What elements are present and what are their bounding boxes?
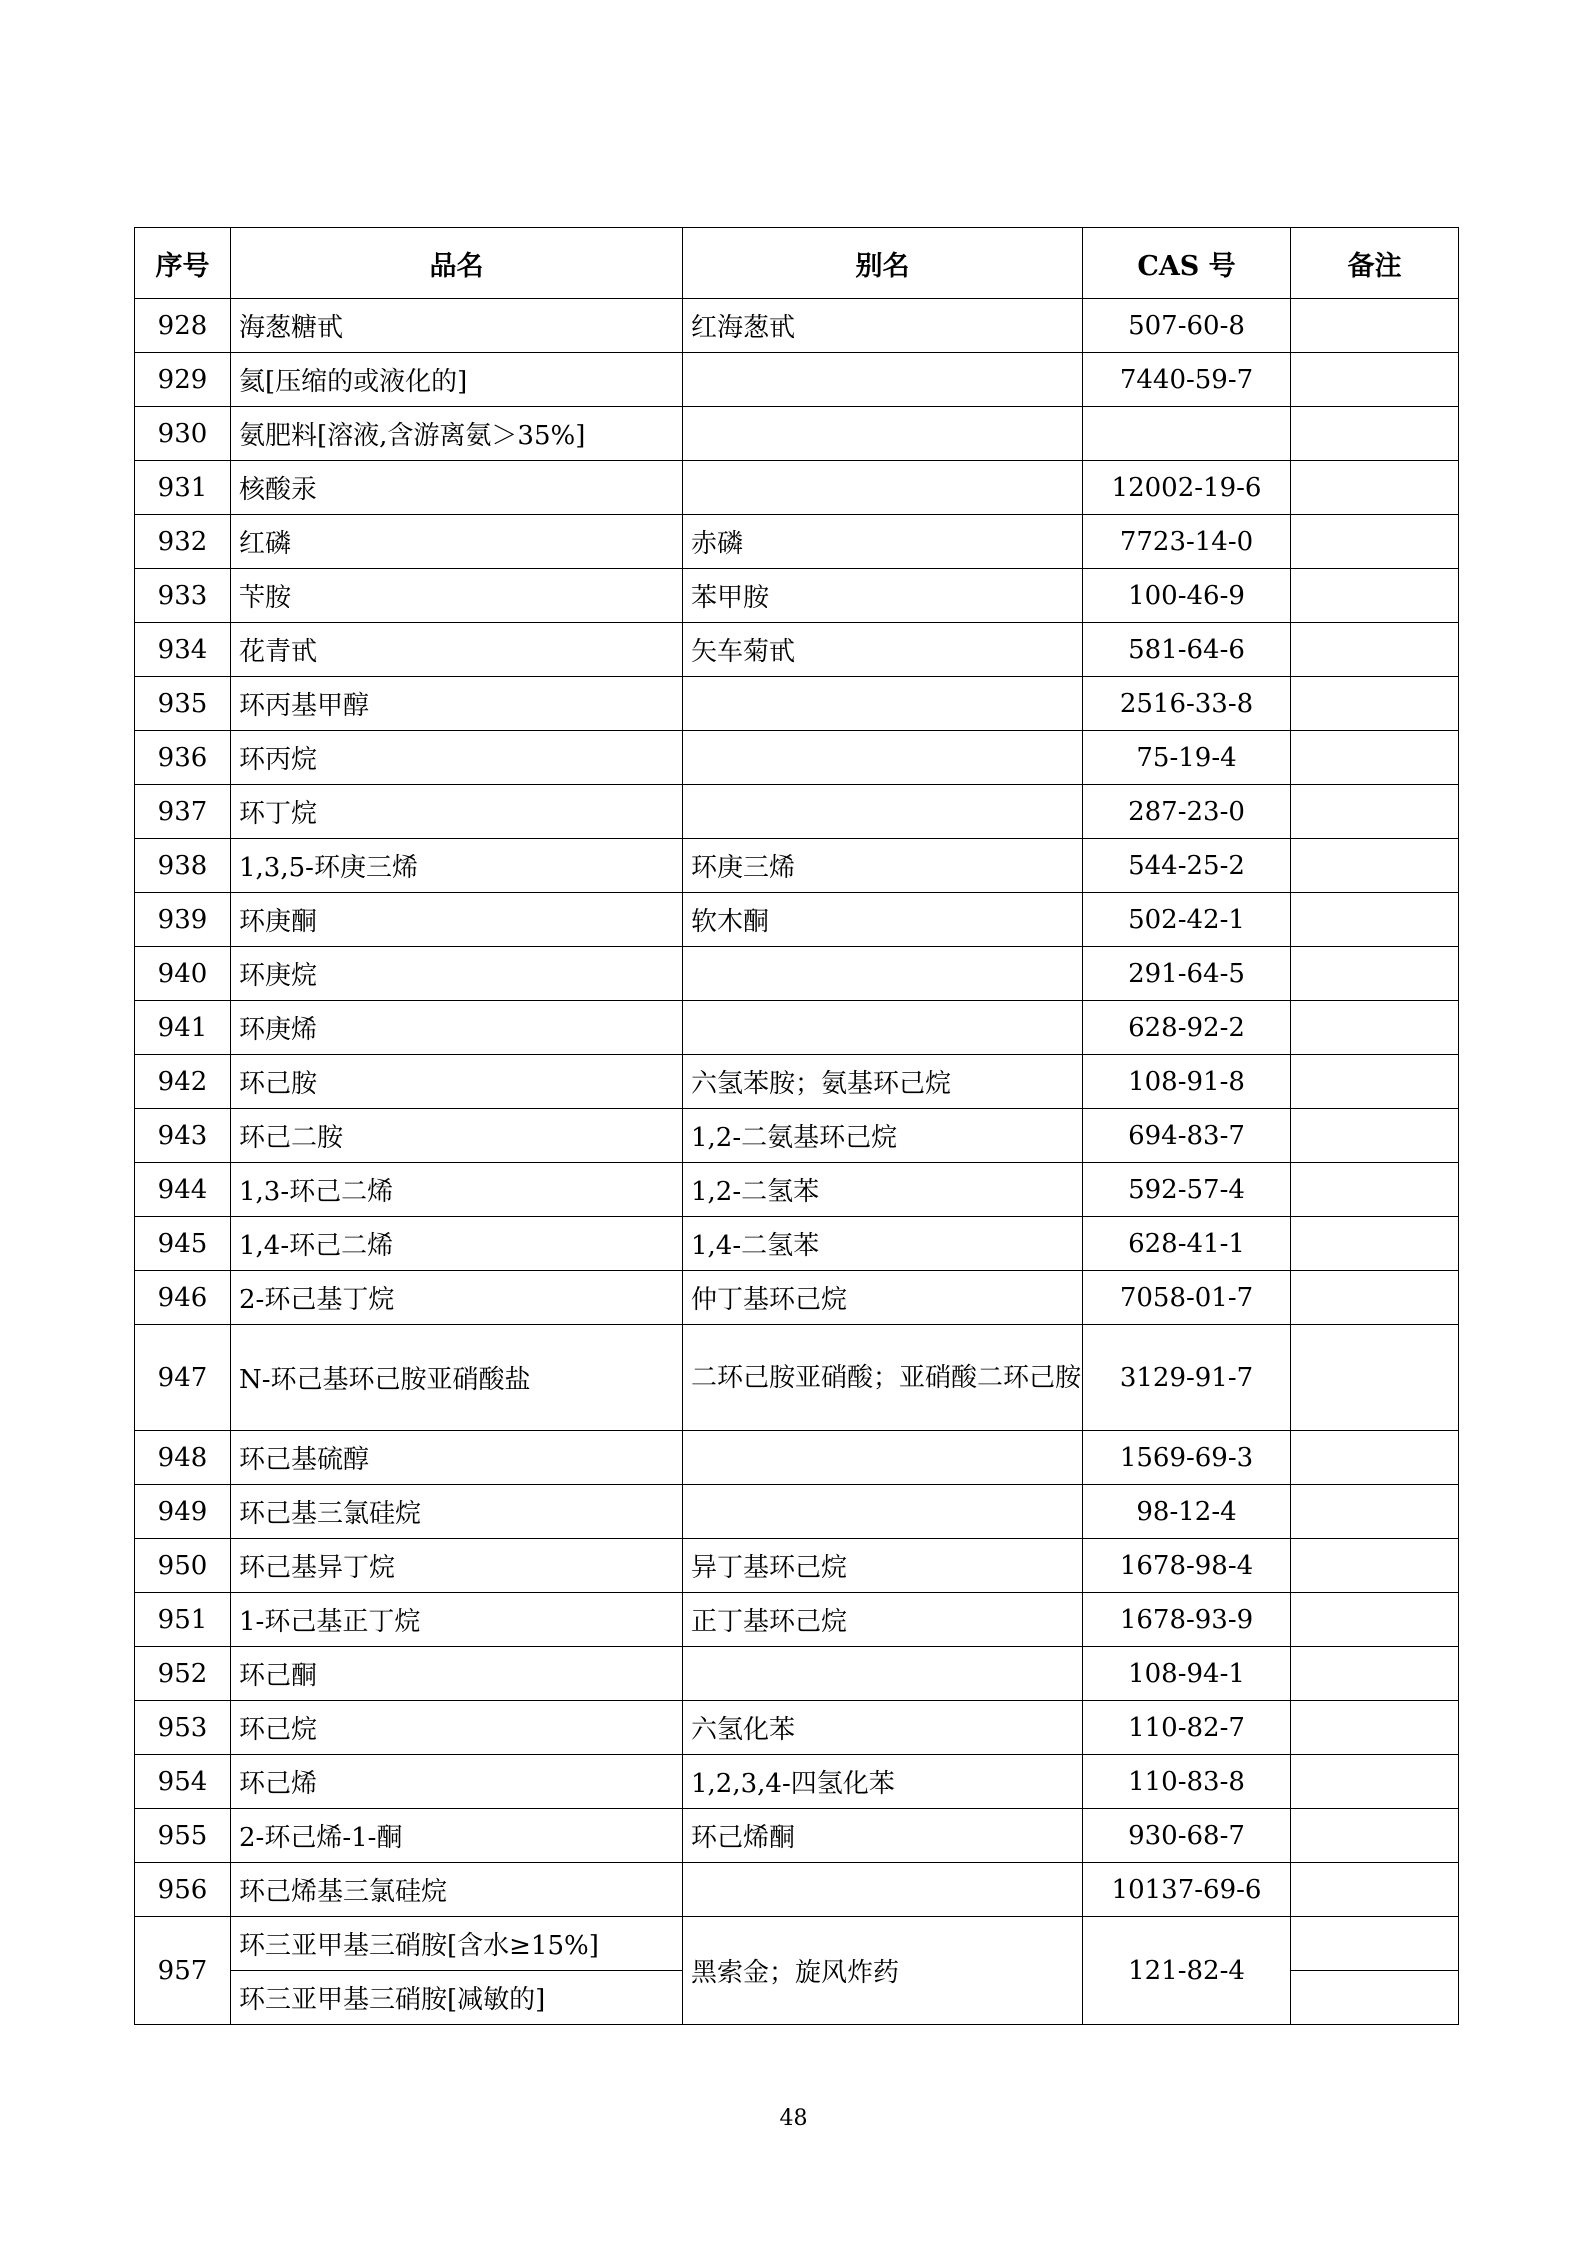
header-no: 序号 <box>135 228 231 299</box>
table-row <box>135 569 1459 623</box>
cell-cas: 7058-01-7 <box>1083 1271 1291 1325</box>
table-row <box>135 893 1459 947</box>
cell-no: 947 <box>135 1325 231 1431</box>
cell-alias <box>683 461 1083 515</box>
cell-cas <box>1083 407 1291 461</box>
cell-cas: 544-25-2 <box>1083 839 1291 893</box>
table-row <box>135 515 1459 569</box>
table-row <box>135 1539 1459 1593</box>
table-row <box>135 353 1459 407</box>
cell-no: 948 <box>135 1431 231 1485</box>
header-cas: CAS 号 <box>1083 228 1291 299</box>
cell-remark <box>1291 1271 1459 1325</box>
cell-cas: 10137-69-6 <box>1083 1863 1291 1917</box>
cell-remark <box>1291 461 1459 515</box>
page-number: 48 <box>779 2106 808 2131</box>
cell-name: 苄胺 <box>231 569 683 623</box>
cell-alias <box>683 1647 1083 1701</box>
cell-alias <box>683 1431 1083 1485</box>
cell-alias: 苯甲胺 <box>683 569 1083 623</box>
cell-alias <box>683 353 1083 407</box>
cell-alias: 红海葱甙 <box>683 299 1083 353</box>
cell-name: 红磷 <box>231 515 683 569</box>
cell-alias <box>683 1863 1083 1917</box>
cell-name: 环己烯基三氯硅烷 <box>231 1863 683 1917</box>
cell-alias <box>683 1001 1083 1055</box>
cell-no: 957 <box>135 1917 231 2025</box>
cell-no: 949 <box>135 1485 231 1539</box>
cell-no: 953 <box>135 1701 231 1755</box>
cell-alias: 异丁基环己烷 <box>683 1539 1083 1593</box>
table-row <box>135 1109 1459 1163</box>
cell-remark <box>1291 839 1459 893</box>
cell-alias: 矢车菊甙 <box>683 623 1083 677</box>
cell-no: 955 <box>135 1809 231 1863</box>
cell-alias <box>683 785 1083 839</box>
cell-no: 945 <box>135 1217 231 1271</box>
cell-alias: 正丁基环己烷 <box>683 1593 1083 1647</box>
cell-remark <box>1291 1863 1459 1917</box>
table-row <box>135 1001 1459 1055</box>
cell-alias: 二环己胺亚硝酸；亚硝酸二环己胺 <box>683 1325 1083 1431</box>
cell-alias <box>683 731 1083 785</box>
cell-no: 936 <box>135 731 231 785</box>
cell-name: 环丙基甲醇 <box>231 677 683 731</box>
table-row <box>135 785 1459 839</box>
cell-no: 942 <box>135 1055 231 1109</box>
cell-name: 环己烷 <box>231 1701 683 1755</box>
cell-no: 954 <box>135 1755 231 1809</box>
cell-remark <box>1291 1971 1459 2025</box>
table-row <box>135 1055 1459 1109</box>
cell-name: 海葱糖甙 <box>231 299 683 353</box>
cell-cas: 592-57-4 <box>1083 1163 1291 1217</box>
cell-remark <box>1291 1325 1459 1431</box>
cell-no: 928 <box>135 299 231 353</box>
cell-name: 1-环己基正丁烷 <box>231 1593 683 1647</box>
cell-cas: 287-23-0 <box>1083 785 1291 839</box>
cell-cas: 930-68-7 <box>1083 1809 1291 1863</box>
cell-name: 环己酮 <box>231 1647 683 1701</box>
cell-cas: 7723-14-0 <box>1083 515 1291 569</box>
cell-alias: 1,2-二氨基环己烷 <box>683 1109 1083 1163</box>
cell-cas: 3129-91-7 <box>1083 1325 1291 1431</box>
table-row <box>135 1271 1459 1325</box>
cell-name: 氦[压缩的或液化的] <box>231 353 683 407</box>
cell-remark <box>1291 407 1459 461</box>
cell-cas: 121-82-4 <box>1083 1917 1291 2025</box>
cell-cas: 75-19-4 <box>1083 731 1291 785</box>
table-header-row <box>135 228 1459 299</box>
header-remark: 备注 <box>1291 228 1459 299</box>
cell-alias: 黑索金；旋风炸药 <box>683 1917 1083 2025</box>
cell-name: 花青甙 <box>231 623 683 677</box>
cell-cas: 108-94-1 <box>1083 1647 1291 1701</box>
cell-cas: 694-83-7 <box>1083 1109 1291 1163</box>
cell-cas: 1569-69-3 <box>1083 1431 1291 1485</box>
cell-no: 937 <box>135 785 231 839</box>
cell-no: 930 <box>135 407 231 461</box>
cell-alias: 1,2,3,4-四氢化苯 <box>683 1755 1083 1809</box>
cell-no: 933 <box>135 569 231 623</box>
cell-name: 环庚烷 <box>231 947 683 1001</box>
cell-cas: 7440-59-7 <box>1083 353 1291 407</box>
table-row <box>135 623 1459 677</box>
cell-no: 956 <box>135 1863 231 1917</box>
cell-name: 环己胺 <box>231 1055 683 1109</box>
table-body <box>135 299 1459 2025</box>
cell-cas: 502-42-1 <box>1083 893 1291 947</box>
cell-remark <box>1291 893 1459 947</box>
table-row <box>135 1917 1459 1971</box>
cell-cas: 98-12-4 <box>1083 1485 1291 1539</box>
cell-name: 环己基硫醇 <box>231 1431 683 1485</box>
table-row <box>135 1593 1459 1647</box>
table-row <box>135 1863 1459 1917</box>
cell-remark <box>1291 1055 1459 1109</box>
table-row <box>135 407 1459 461</box>
cell-remark <box>1291 731 1459 785</box>
cell-no: 950 <box>135 1539 231 1593</box>
cell-cas: 12002-19-6 <box>1083 461 1291 515</box>
table-row <box>135 1325 1459 1431</box>
cell-name: 环三亚甲基三硝胺[含水≥15%] <box>231 1917 683 1971</box>
cell-no: 951 <box>135 1593 231 1647</box>
table-row <box>135 731 1459 785</box>
cell-name: 环庚烯 <box>231 1001 683 1055</box>
cell-alias: 环己烯酮 <box>683 1809 1083 1863</box>
table-row <box>135 1809 1459 1863</box>
table-row <box>135 1217 1459 1271</box>
cell-name: N-环己基环己胺亚硝酸盐 <box>231 1325 683 1431</box>
table-row <box>135 1701 1459 1755</box>
cell-no: 929 <box>135 353 231 407</box>
cell-cas: 110-83-8 <box>1083 1755 1291 1809</box>
cell-remark <box>1291 1539 1459 1593</box>
cell-no: 946 <box>135 1271 231 1325</box>
cell-name: 环丁烷 <box>231 785 683 839</box>
cell-no: 952 <box>135 1647 231 1701</box>
cell-alias: 仲丁基环己烷 <box>683 1271 1083 1325</box>
table-row <box>135 1647 1459 1701</box>
cell-no: 938 <box>135 839 231 893</box>
chemical-table <box>134 227 1459 2025</box>
table-row <box>135 1755 1459 1809</box>
table-row <box>135 461 1459 515</box>
cell-remark <box>1291 1809 1459 1863</box>
cell-alias: 软木酮 <box>683 893 1083 947</box>
cell-name: 环庚酮 <box>231 893 683 947</box>
cell-name: 氨肥料[溶液,含游离氨＞35%] <box>231 407 683 461</box>
cell-remark <box>1291 1217 1459 1271</box>
cell-cas: 2516-33-8 <box>1083 677 1291 731</box>
header-name: 品名 <box>231 228 683 299</box>
cell-no: 935 <box>135 677 231 731</box>
cell-no: 939 <box>135 893 231 947</box>
cell-remark <box>1291 1647 1459 1701</box>
cell-name: 1,4-环己二烯 <box>231 1217 683 1271</box>
cell-cas: 100-46-9 <box>1083 569 1291 623</box>
header-alias: 别名 <box>683 228 1083 299</box>
cell-alias <box>683 1485 1083 1539</box>
cell-name: 2-环己烯-1-酮 <box>231 1809 683 1863</box>
cell-remark <box>1291 677 1459 731</box>
cell-no: 940 <box>135 947 231 1001</box>
cell-remark <box>1291 947 1459 1001</box>
cell-alias: 1,4-二氢苯 <box>683 1217 1083 1271</box>
cell-remark <box>1291 785 1459 839</box>
table-row <box>135 839 1459 893</box>
cell-cas: 581-64-6 <box>1083 623 1291 677</box>
cell-alias <box>683 677 1083 731</box>
cell-remark <box>1291 1485 1459 1539</box>
table-row <box>135 947 1459 1001</box>
cell-name: 1,3,5-环庚三烯 <box>231 839 683 893</box>
cell-remark <box>1291 569 1459 623</box>
cell-cas: 1678-98-4 <box>1083 1539 1291 1593</box>
cell-name: 核酸汞 <box>231 461 683 515</box>
cell-alias <box>683 947 1083 1001</box>
cell-name: 环丙烷 <box>231 731 683 785</box>
cell-no: 934 <box>135 623 231 677</box>
cell-remark <box>1291 515 1459 569</box>
cell-cas: 628-92-2 <box>1083 1001 1291 1055</box>
cell-remark <box>1291 623 1459 677</box>
table-row <box>135 1163 1459 1217</box>
cell-remark <box>1291 1701 1459 1755</box>
table-row <box>135 299 1459 353</box>
cell-name: 环己基三氯硅烷 <box>231 1485 683 1539</box>
cell-name: 2-环己基丁烷 <box>231 1271 683 1325</box>
cell-name: 环己烯 <box>231 1755 683 1809</box>
table-row <box>135 677 1459 731</box>
cell-no: 941 <box>135 1001 231 1055</box>
cell-no: 931 <box>135 461 231 515</box>
cell-cas: 291-64-5 <box>1083 947 1291 1001</box>
cell-alias: 六氢化苯 <box>683 1701 1083 1755</box>
cell-name: 1,3-环己二烯 <box>231 1163 683 1217</box>
cell-remark <box>1291 1431 1459 1485</box>
cell-no: 943 <box>135 1109 231 1163</box>
cell-no: 932 <box>135 515 231 569</box>
cell-alias: 1,2-二氢苯 <box>683 1163 1083 1217</box>
cell-cas: 1678-93-9 <box>1083 1593 1291 1647</box>
cell-remark <box>1291 1001 1459 1055</box>
cell-cas: 108-91-8 <box>1083 1055 1291 1109</box>
cell-remark <box>1291 1755 1459 1809</box>
cell-alias: 赤磷 <box>683 515 1083 569</box>
cell-remark <box>1291 353 1459 407</box>
cell-remark <box>1291 1163 1459 1217</box>
cell-cas: 110-82-7 <box>1083 1701 1291 1755</box>
cell-name: 环三亚甲基三硝胺[减敏的] <box>231 1971 683 2025</box>
cell-name: 环己二胺 <box>231 1109 683 1163</box>
cell-remark <box>1291 1917 1459 1971</box>
cell-remark <box>1291 299 1459 353</box>
table-row <box>135 1485 1459 1539</box>
cell-alias <box>683 407 1083 461</box>
cell-cas: 507-60-8 <box>1083 299 1291 353</box>
table-row <box>135 1431 1459 1485</box>
cell-alias: 环庚三烯 <box>683 839 1083 893</box>
cell-name: 环己基异丁烷 <box>231 1539 683 1593</box>
cell-no: 944 <box>135 1163 231 1217</box>
cell-remark <box>1291 1109 1459 1163</box>
cell-alias: 六氢苯胺；氨基环己烷 <box>683 1055 1083 1109</box>
cell-remark <box>1291 1593 1459 1647</box>
cell-cas: 628-41-1 <box>1083 1217 1291 1271</box>
